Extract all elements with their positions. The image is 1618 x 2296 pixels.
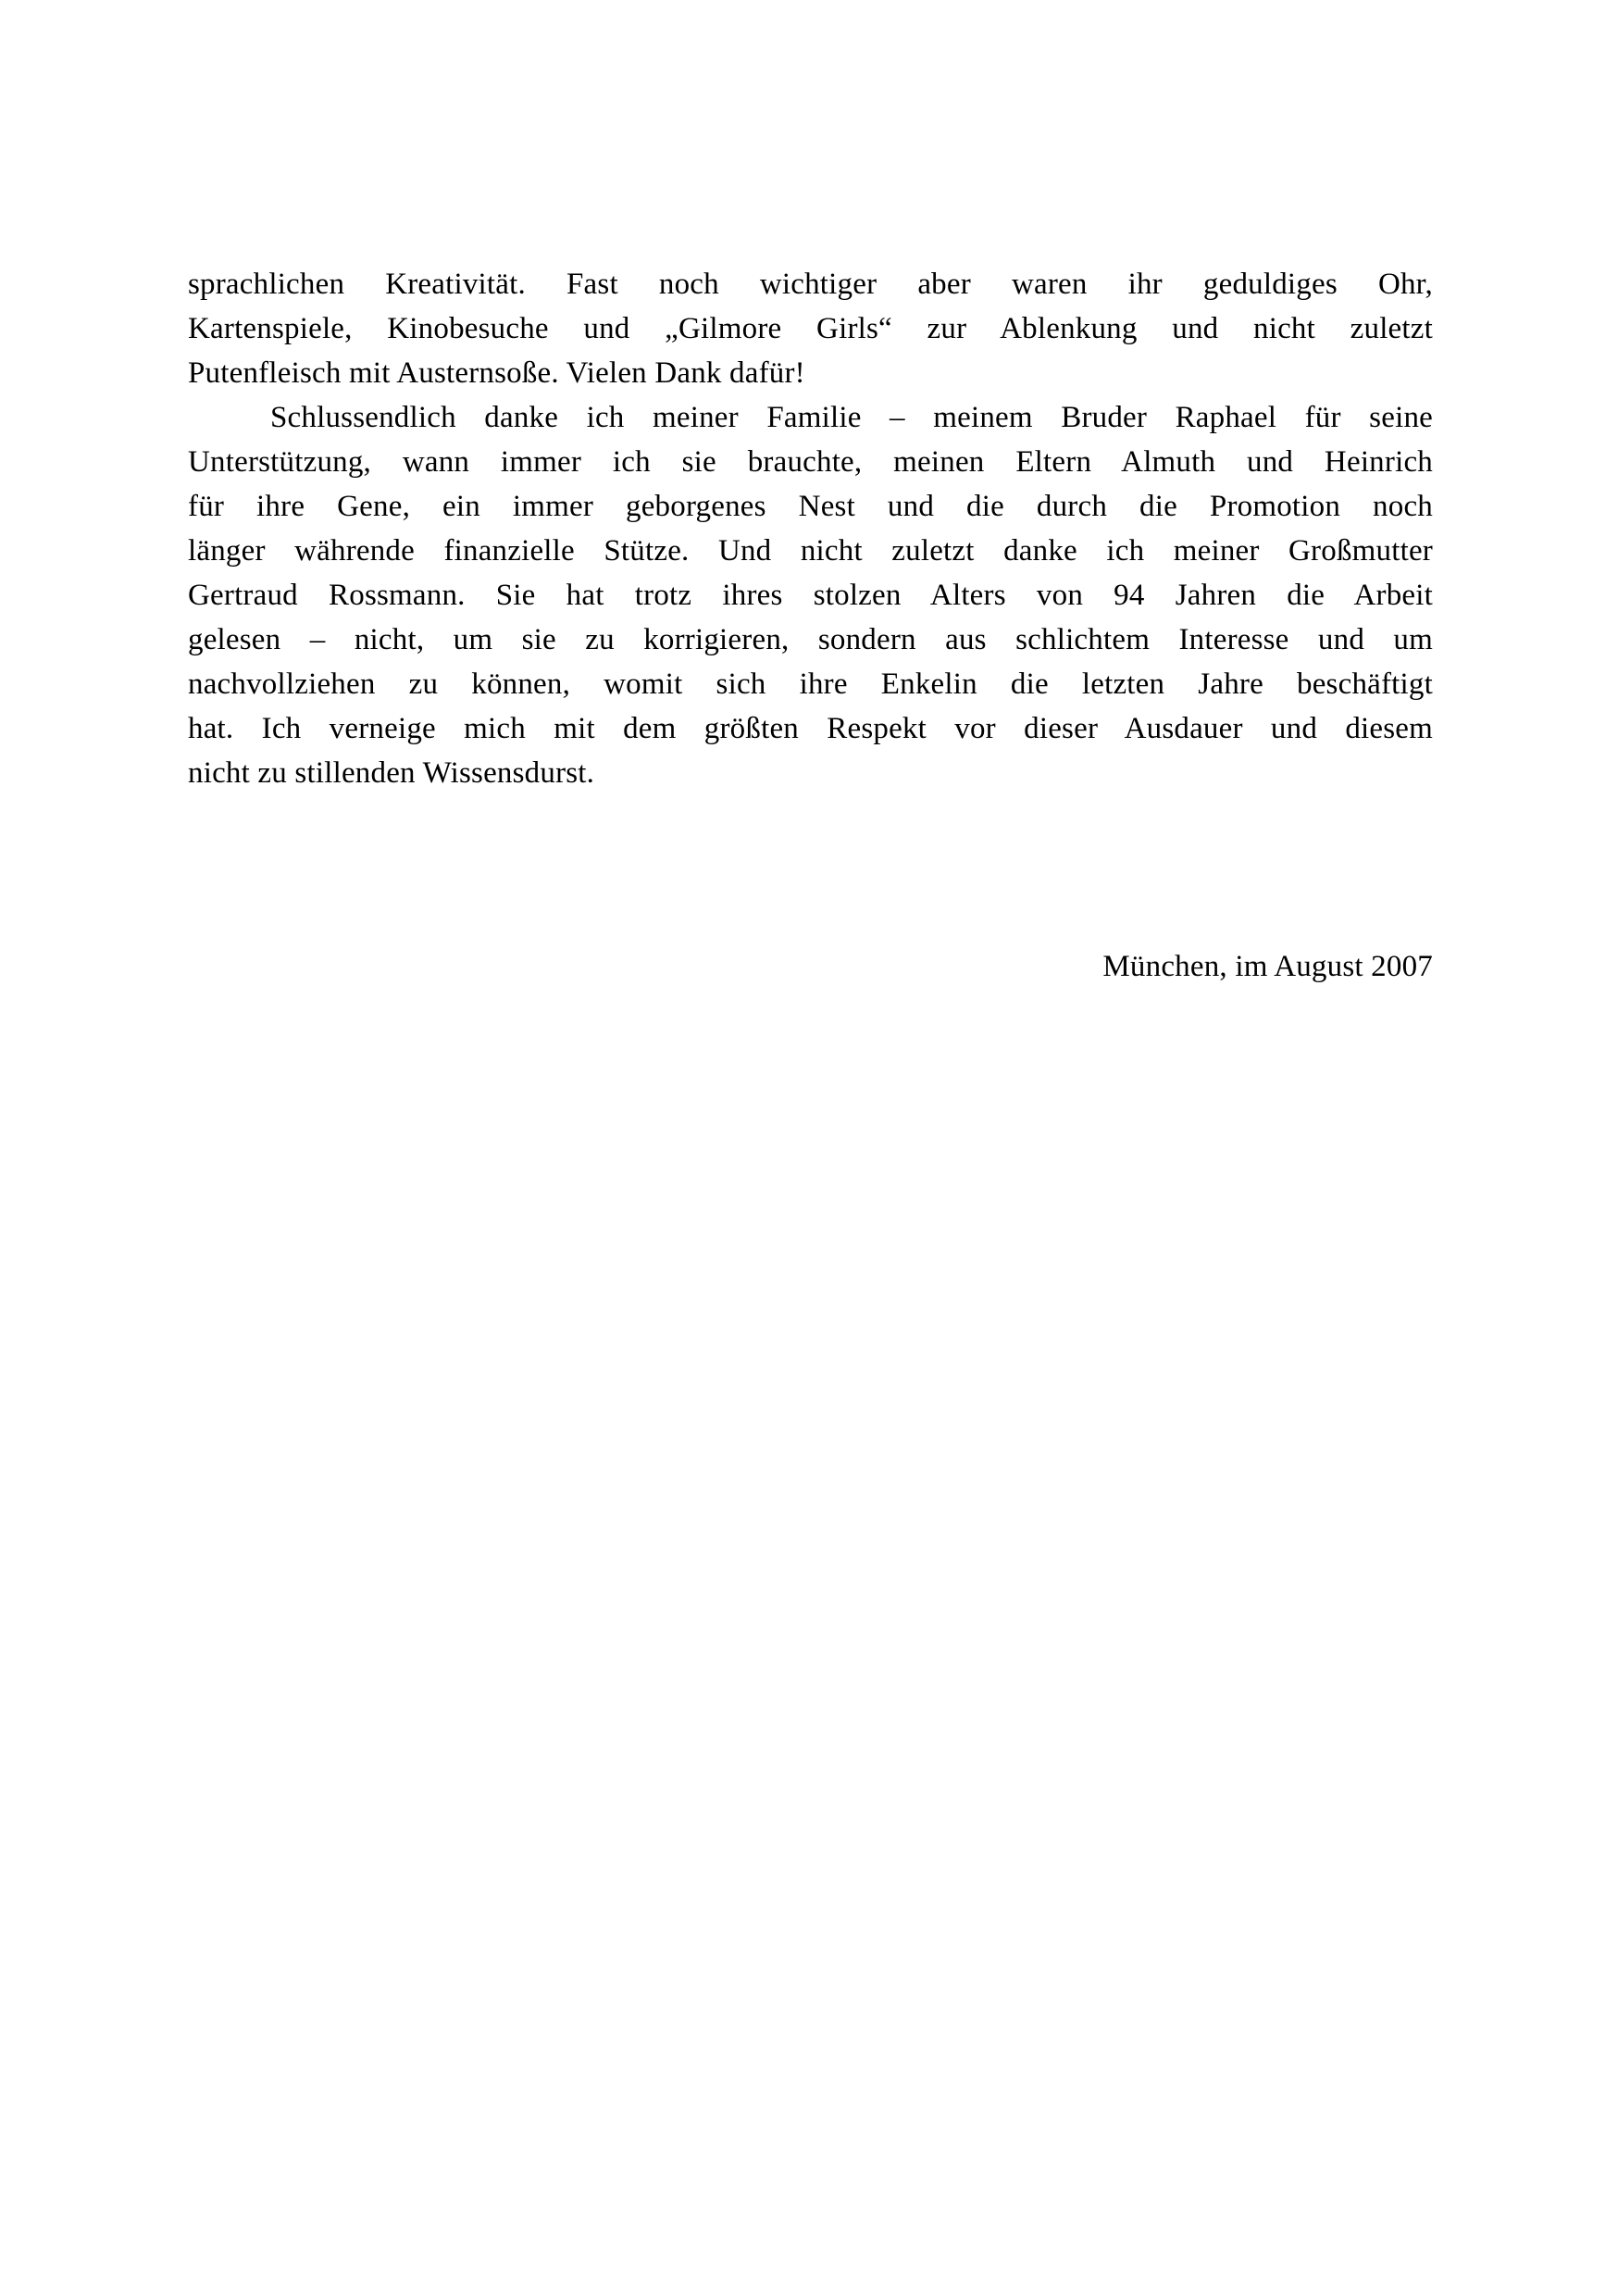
text-line: Putenfleisch mit Austernsoße. Vielen Dank dafür!: [188, 356, 805, 390]
text-line: sprachlichen Kreativität. Fast noch wichtiger aber waren ihr geduldiges Ohr,: [188, 268, 1433, 301]
dateline: München, im August 2007: [1102, 950, 1433, 983]
text-line: gelesen – nicht, um sie zu korrigieren, sondern aus schlichtem Interesse und um: [188, 623, 1433, 656]
text-line: für ihre Gene, ein immer geborgenes Nest und die durch die Promotion noch: [188, 490, 1433, 523]
text-line: Gertraud Rossmann. Sie hat trotz ihres stolzen Alters von 94 Jahren die Arbeit: [188, 579, 1433, 612]
text-line: nicht zu stillenden Wissensdurst.: [188, 756, 595, 790]
text-line: nachvollziehen zu können, womit sich ihre Enkelin die letzten Jahre beschäftigt: [188, 668, 1433, 701]
paragraph: [188, 262, 1433, 395]
text-line: hat. Ich verneige mich mit dem größten Respekt vor dieser Ausdauer und diesem: [188, 712, 1433, 745]
text-line: Kartenspiele, Kinobesuche und „Gilmore Girls“ zur Ablenkung und nicht zuletzt: [188, 312, 1433, 345]
text-line: Unterstützung, wann immer ich sie brauchte, meinen Eltern Almuth und Heinrich: [188, 445, 1433, 479]
paragraph: [188, 395, 1433, 795]
acknowledgments-text: [188, 262, 1433, 989]
text-line: Schlussendlich danke ich meiner Familie – meinem Bruder Raphael für seine: [270, 401, 1433, 434]
text-line: länger währende finanzielle Stütze. Und nicht zuletzt danke ich meiner Großmutter: [188, 534, 1433, 568]
